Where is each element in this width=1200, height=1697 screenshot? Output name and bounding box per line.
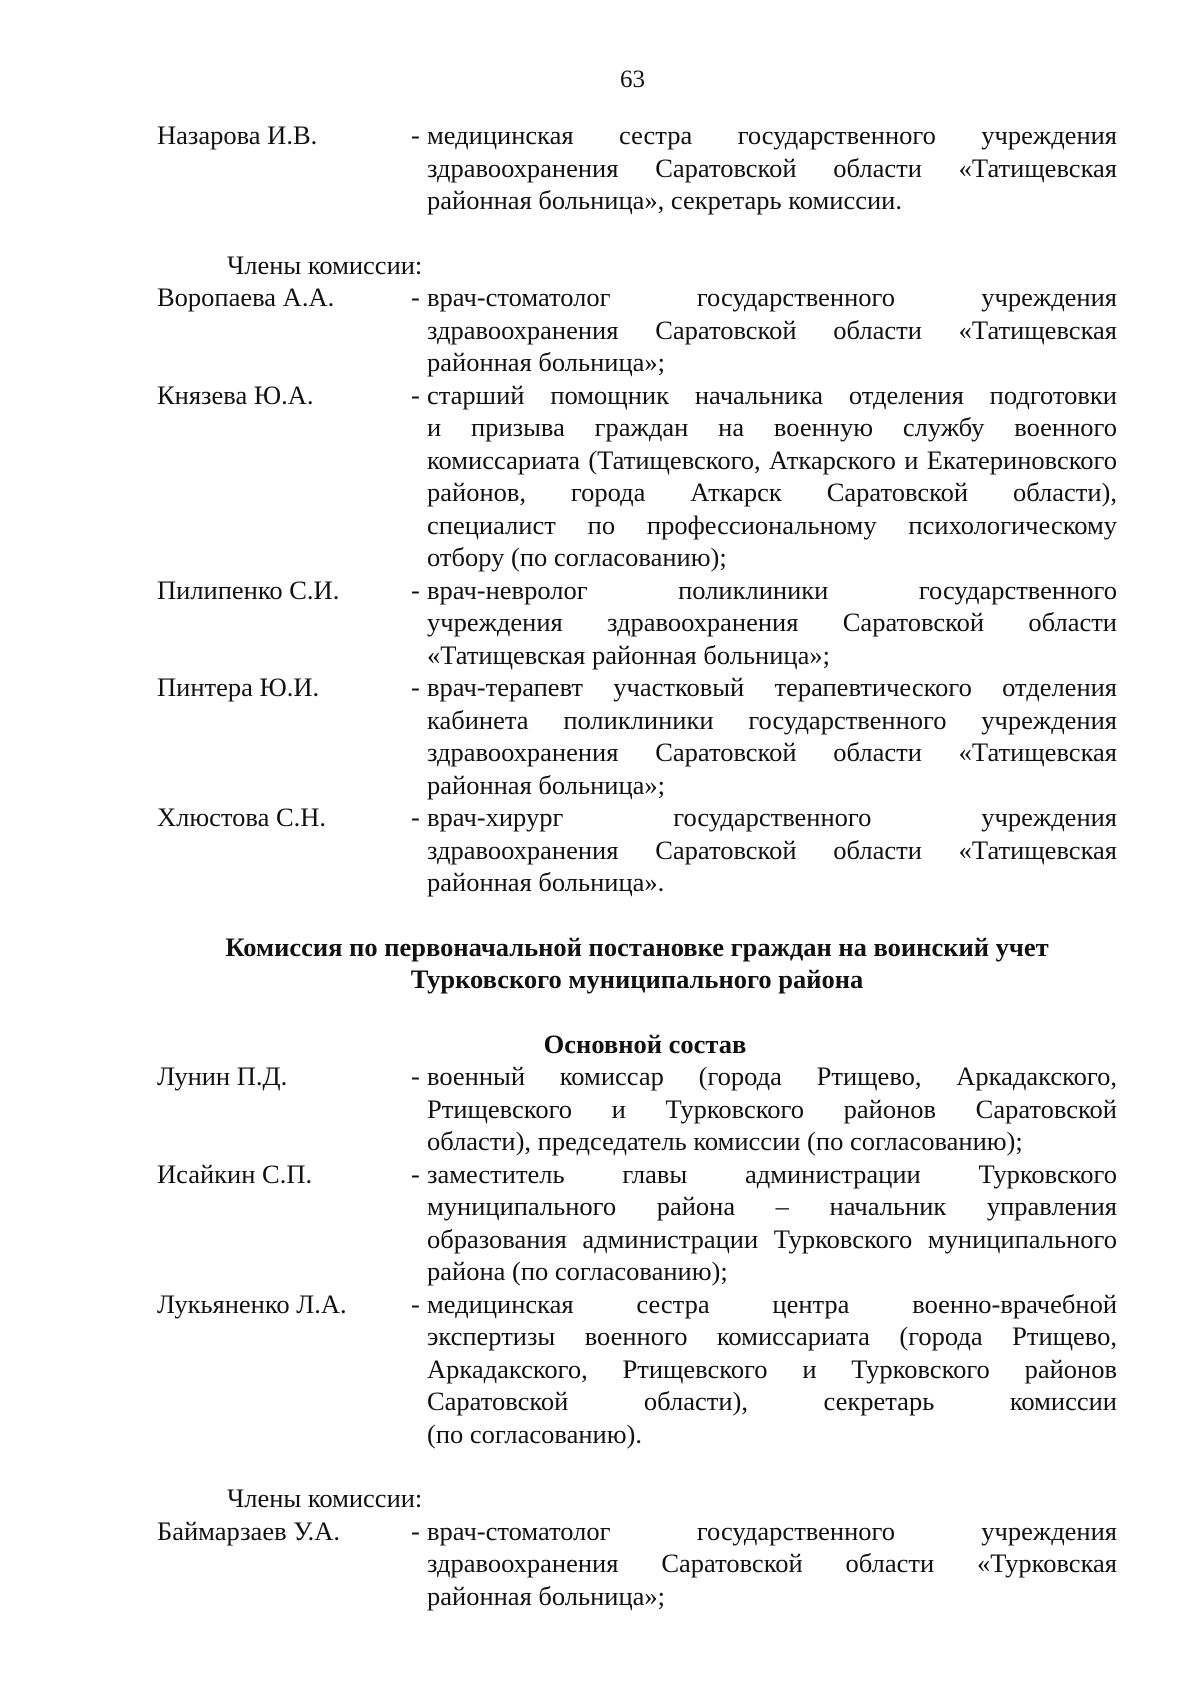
- description-line: «Татищевская районная больница»;: [427, 639, 830, 670]
- dash: -: [411, 282, 420, 312]
- description-line: медицинская сестра центра военно-врачебной: [427, 1288, 1117, 1319]
- entry-row: [157, 1158, 1117, 1288]
- person-name: Исайкин С.П.: [157, 1158, 313, 1189]
- entry-row: [157, 574, 1117, 672]
- dash: -: [411, 379, 420, 410]
- description-line: врач-стоматолог государственного учреждения: [427, 1515, 1117, 1546]
- entry-row: [157, 1515, 1117, 1613]
- entry-row: [157, 1288, 1117, 1451]
- description-line: комиссариата (Татищевского, Аткарского и Екатериновского: [427, 444, 1117, 475]
- description-line: врач-невролог поликлиники государственного: [427, 574, 1117, 605]
- description-line: и призыва граждан на военную службу военного: [427, 412, 1117, 442]
- description-line: районная больница», секретарь комиссии.: [427, 185, 902, 215]
- person-description: [427, 1515, 1117, 1613]
- person-name: Пинтера Ю.И.: [157, 672, 320, 702]
- person-description: [427, 119, 1117, 217]
- description-line: районная больница»;: [427, 1580, 665, 1611]
- description-line: врач-хирург государственного учреждения: [427, 802, 1117, 832]
- description-line: районная больница»;: [427, 769, 665, 800]
- subheading: Основной состав: [543, 1028, 747, 1059]
- description-line: отбору (по согласованию);: [427, 542, 727, 572]
- person-description: [427, 281, 1117, 379]
- description-line: здравоохранения Саратовской области «Татищевская: [427, 834, 1117, 865]
- person-description: [427, 671, 1117, 801]
- page-number: 63: [620, 66, 645, 93]
- description-line: учреждения здравоохранения Саратовской области: [427, 607, 1117, 637]
- section-heading: [157, 931, 1117, 996]
- description-line: медицинская сестра государственного учреждения: [427, 120, 1117, 150]
- description-line: военный комиссар (города Ртищево, Аркадакского,: [427, 1061, 1117, 1091]
- entry-row: [157, 379, 1117, 574]
- person-name: Лукьяненко Л.А.: [157, 1288, 347, 1319]
- description-line: здравоохранения Саратовской области «Турковская: [427, 1548, 1117, 1578]
- description-line: (по согласованию).: [427, 1418, 642, 1449]
- description-line: старший помощник начальника отделения подготовки: [427, 379, 1117, 410]
- person-description: [427, 1060, 1117, 1158]
- description-line: врач-стоматолог государственного учреждения: [427, 282, 1117, 312]
- description-line: заместитель главы администрации Турковского: [427, 1158, 1117, 1189]
- description-line: специалист по профессиональному психологическому: [427, 509, 1117, 540]
- person-description: [427, 1288, 1117, 1451]
- dash: -: [411, 120, 420, 150]
- person-name: Воропаева А.А.: [157, 282, 335, 312]
- person-name: Пилипенко С.И.: [157, 574, 340, 605]
- description-line: Ртищевского и Турковского районов Саратовской: [427, 1093, 1117, 1124]
- description-line: здравоохранения Саратовской области «Татищевская: [427, 314, 1117, 345]
- person-name: Хлюстова С.Н.: [157, 802, 327, 832]
- description-line: здравоохранения Саратовской области «Татищевская: [427, 737, 1117, 767]
- person-description: [427, 801, 1117, 899]
- description-line: районов, города Аткарск Саратовской области),: [427, 477, 1117, 507]
- description-line: районная больница»;: [427, 347, 665, 377]
- description-line: области), председатель комиссии (по согласованию);: [427, 1126, 1023, 1156]
- person-name: Лунин П.Д.: [157, 1061, 288, 1091]
- description-line: района (по согласованию);: [427, 1256, 728, 1286]
- document-content: [157, 119, 1117, 1612]
- description-line: Аркадакского, Ртищевского и Турковского районов: [427, 1353, 1117, 1384]
- person-name: Назарова И.В.: [157, 120, 318, 150]
- person-description: [427, 379, 1117, 574]
- description-line: районная больница».: [427, 867, 665, 897]
- entry-row: [157, 801, 1117, 899]
- person-name: Баймарзаев У.А.: [157, 1515, 341, 1546]
- entry-row: [157, 281, 1117, 379]
- entry-row: [157, 671, 1117, 801]
- entry-row: [157, 1060, 1117, 1158]
- entry-row: [157, 119, 1117, 217]
- person-description: [427, 1158, 1117, 1288]
- person-description: [427, 574, 1117, 672]
- description-line: врач-терапевт участковый терапевтического отделения: [427, 672, 1117, 702]
- dash: -: [411, 802, 420, 832]
- description-line: Саратовской области), секретарь комиссии: [427, 1386, 1117, 1416]
- description-line: муниципального района – начальник управления: [427, 1191, 1117, 1221]
- members-label: Члены комиссии:: [227, 1483, 423, 1513]
- person-name: Князева Ю.А.: [157, 379, 314, 410]
- members-label: Члены комиссии:: [227, 249, 423, 280]
- dash: -: [411, 672, 420, 702]
- dash: -: [411, 1515, 420, 1546]
- description-line: экспертизы военного комиссариата (города Ртищево,: [427, 1321, 1117, 1351]
- description-line: образования администрации Турковского муниципального: [427, 1223, 1117, 1254]
- dash: -: [411, 1288, 420, 1319]
- heading-line: Комиссия по первоначальной постановке граждан на воинский учет: [225, 931, 1049, 962]
- heading-line: Турковского муниципального района: [410, 964, 864, 994]
- description-line: кабинета поликлиники государственного учреждения: [427, 704, 1117, 735]
- dash: -: [411, 1158, 420, 1189]
- dash: -: [411, 574, 420, 605]
- description-line: здравоохранения Саратовской области «Татищевская: [427, 152, 1117, 183]
- dash: -: [411, 1061, 420, 1091]
